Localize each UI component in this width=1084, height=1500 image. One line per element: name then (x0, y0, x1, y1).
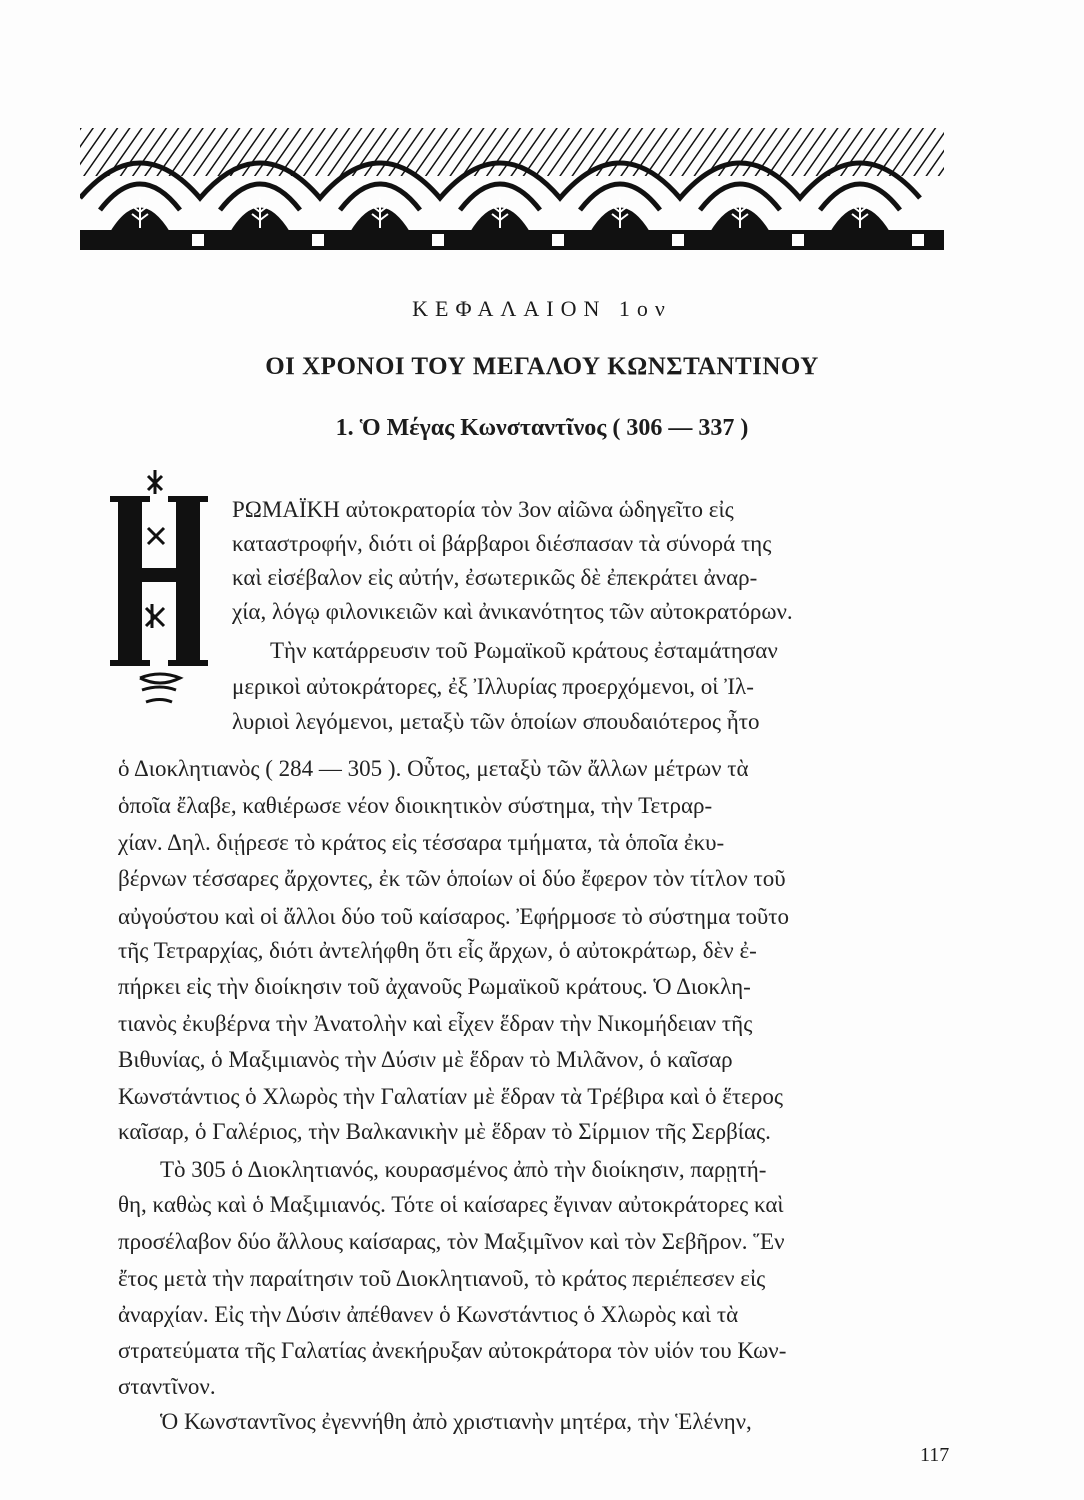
text-line: χία, λόγῳ φιλονικειῶν καὶ ἀνικανότητος τῶν αὐτοκρατόρων. (232, 599, 793, 624)
text-line: Τὸ 305 ὁ Διοκλητιανός, κουρασμένος ἀπὸ τὴν διοίκησιν, παρῃτή- (160, 1157, 767, 1182)
text-line: ὁ Διοκλητιανὸς ( 284 — 305 ). Οὗτος, μεταξὺ τῶν ἄλλων μέτρων τὰ (118, 756, 749, 781)
text-line: τῆς Τετραρχίας, διότι ἀντελήφθη ὅτι εἷς ἄρχων, ὁ αὐτοκράτωρ, δὲν ἐ- (118, 938, 757, 963)
text-line: Τὴν κατάρρευσιν τοῦ Ρωμαϊκοῦ κράτους ἐσταμάτησαν (270, 638, 778, 663)
text-line: καὶ εἰσέβαλον εἰς αὐτήν, ἐσωτερικῶς δὲ ἐπεκράτει ἀναρ- (232, 565, 758, 590)
text-line: μερικοὶ αὐτοκράτορες, ἐξ Ἰλλυρίας προερχόμενοι, οἱ Ἰλ- (232, 674, 754, 699)
text-line: Βιθυνίας, ὁ Μαξιμιανὸς τὴν Δύσιν μὲ ἕδραν τὸ Μιλᾶνον, ὁ καῖσαρ (118, 1047, 733, 1072)
initial-letter: Η (159, 597, 161, 599)
text-line: θη, καθὼς καὶ ὁ Μαξιμιανός. Τότε οἱ καίσαρες ἔγιναν αὐτοκράτορες καὶ (118, 1192, 784, 1217)
text-line: Ὁ Κωνσταντῖνος ἐγεννήθη ἀπὸ χριστιανὴν μητέρα, τὴν Ἑλένην, (160, 1409, 752, 1434)
drop-cap-initial (110, 468, 215, 726)
text-line: βέρνων τέσσαρες ἄρχοντες, ἐκ τῶν ὁποίων οἱ δύο ἔφερον τὸν τίτλον τοῦ (118, 866, 786, 891)
text-line: ἀναρχίαν. Εἰς τὴν Δύσιν ἀπέθανεν ὁ Κωνστάντιος ὁ Χλωρὸς καὶ τὰ (118, 1302, 739, 1327)
text-line: πήρκει εἰς τὴν διοίκησιν τοῦ ἀχανοῦς Ρωμαϊκοῦ κράτους. Ὁ Διοκλη- (118, 974, 751, 999)
text-line: καταστροφήν, διότι οἱ βάρβαροι διέσπασαν τὰ σύνορά της (232, 531, 772, 556)
text-line: αὐγούστου καὶ οἱ ἄλλοι δύο τοῦ καίσαρος. Ἐφήρμοσε τὸ σύστημα τοῦτο (118, 904, 789, 929)
section-heading: 1. Ὁ Μέγας Κωνσταντῖνος ( 306 — 337 ) (335, 415, 749, 441)
text-line: στρατεύματα τῆς Γαλατίας ἀνεκήρυξαν αὐτοκράτορα τὸν υἱόν του Κων- (118, 1338, 787, 1363)
text-line: ὁποῖα ἔλαβε, καθιέρωσε νέον διοικητικὸν σύστημα, τὴν Τετραρ- (118, 793, 713, 818)
text-line: προσέλαβον δύο ἄλλους καίσαρας, τὸν Μαξιμῖνον καὶ τὸν Σεβῆρον. Ἕν (118, 1229, 785, 1254)
text-line: Κωνστάντιος ὁ Χλωρὸς τὴν Γαλατίαν μὲ ἕδραν τὰ Τρέβιρα καὶ ὁ ἕτερος (118, 1084, 783, 1109)
text-line: τιανὸς ἐκυβέρνα τὴν Ἀνατολὴν καὶ εἶχεν ἕδραν τὴν Νικομήδειαν τῆς (118, 1011, 753, 1036)
decorative-banner (80, 128, 944, 254)
text-line: χίαν. Δηλ. διῄρεσε τὸ κράτος εἰς τέσσαρα τμήματα, τὰ ὁποῖα ἐκυ- (118, 830, 725, 855)
text-line: ἔτος μετὰ τὴν παραίτησιν τοῦ Διοκλητιανοῦ, τὸ κράτος περιέπεσεν εἰς (118, 1266, 766, 1291)
page-number: 117 (920, 1444, 950, 1466)
text-line: ΡΩΜΑΪΚΗ αὐτοκρατορία τὸν 3ον αἰῶνα ὡδηγεῖτο εἰς (232, 497, 734, 522)
text-line: σταντῖνον. (118, 1374, 216, 1399)
text-line: λυριοὶ λεγόμενοι, μεταξὺ τῶν ὁποίων σπουδαιότερος ἦτο (232, 709, 760, 734)
chapter-label: ΚΕΦΑΛΑΙΟΝ 1ον (412, 296, 672, 321)
text-line: καῖσαρ, ὁ Γαλέριος, τὴν Βαλκανικὴν μὲ ἕδραν τὸ Σίρμιον τῆς Σερβίας. (118, 1119, 771, 1144)
chapter-title: ΟΙ ΧΡΟΝΟΙ ΤΟΥ ΜΕΓΑΛΟΥ ΚΩΝΣΤΑΝΤΙΝΟΥ (265, 353, 819, 380)
